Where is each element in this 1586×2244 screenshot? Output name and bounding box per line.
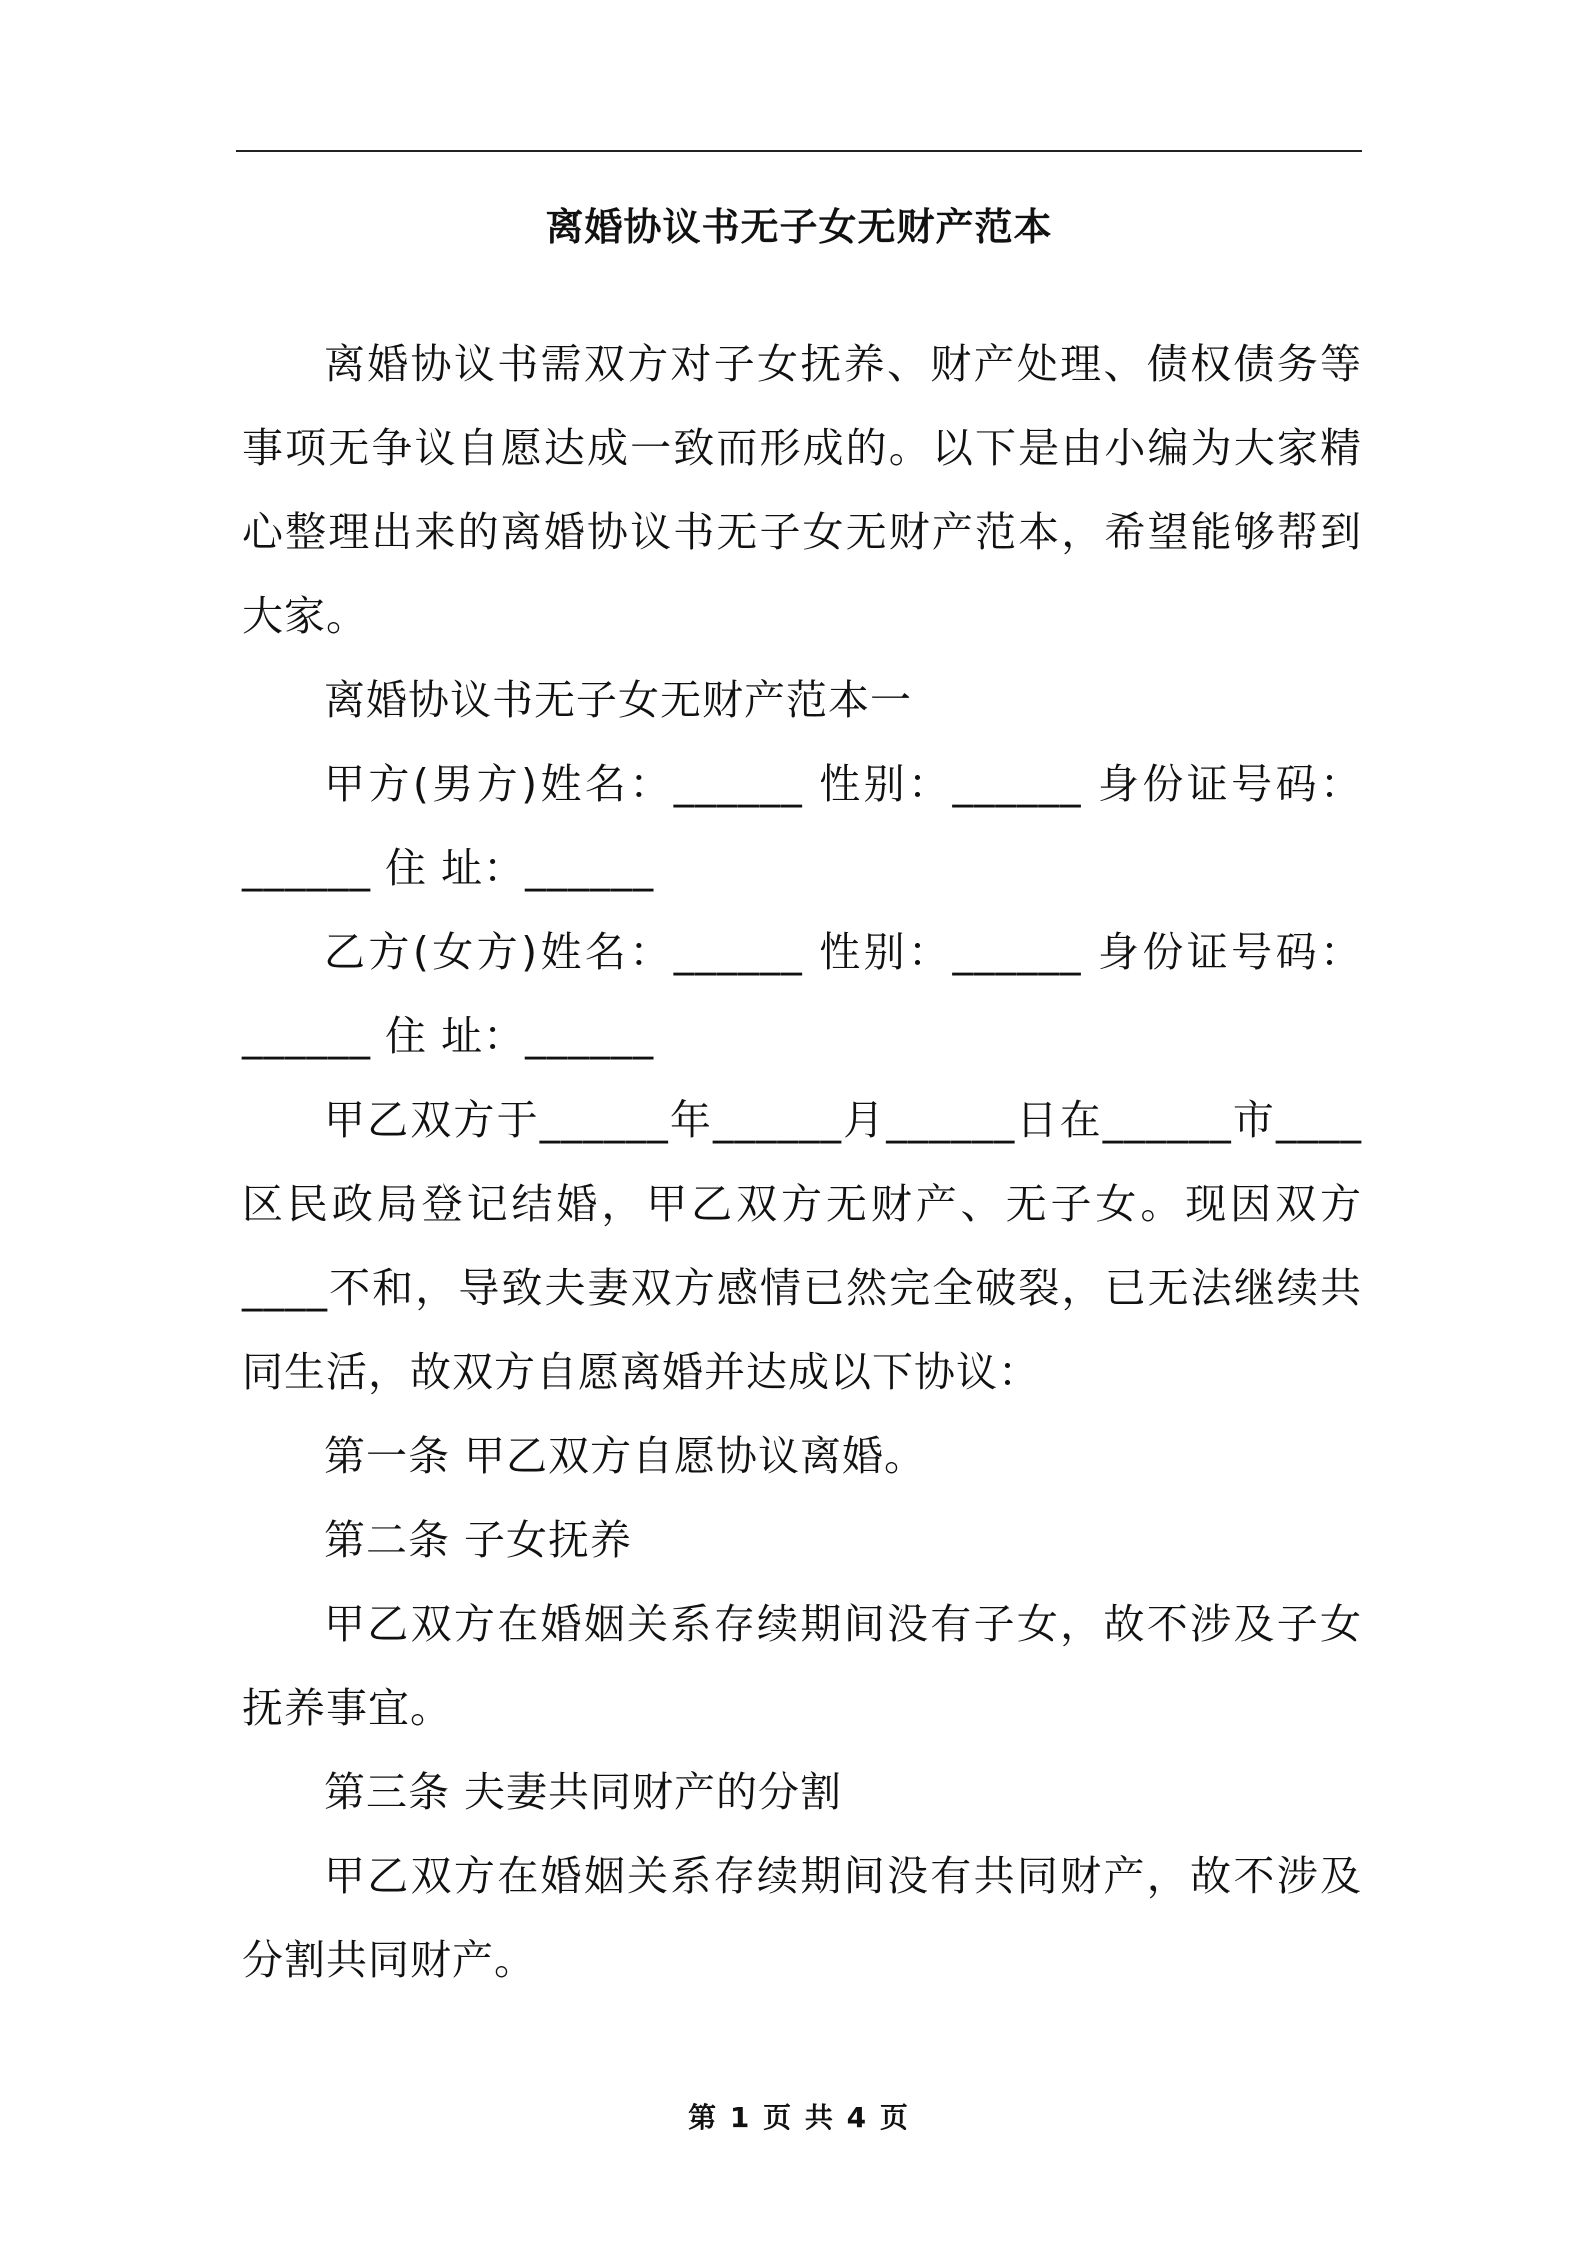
article-2-body: 甲乙双方在婚姻关系存续期间没有子女，故不涉及子女抚养事宜。 — [242, 1600, 1362, 1732]
document-body — [242, 322, 1362, 2002]
article-3-body: 甲乙双方在婚姻关系存续期间没有共同财产，故不涉及分割共同财产。 — [242, 1852, 1362, 1984]
section-heading: 离婚协议书无子女无财产范本一 — [324, 676, 912, 724]
party-b-info: 乙方(女方)姓名：______ 性别：______ 身份证号码：______ 住 址：______ — [242, 928, 1362, 1060]
article-2-title: 第二条 子女抚养 — [324, 1516, 633, 1564]
intro-paragraph: 离婚协议书需双方对子女抚养、财产处理、债权债务等事项无争议自愿达成一致而形成的。以下是由小编为大家精心整理出来的离婚协议书无子女无财产范本，希望能够帮到大家。 — [242, 340, 1362, 640]
page-number: 第 1 页 共 4 页 — [688, 2101, 910, 2134]
article-3-title: 第三条 夫妻共同财产的分割 — [324, 1768, 843, 1816]
header-rule — [236, 150, 1362, 152]
party-a-info: 甲方(男方)姓名：______ 性别：______ 身份证号码：______ 住 址：______ — [242, 760, 1362, 892]
article-1: 第一条 甲乙双方自愿协议离婚。 — [324, 1432, 927, 1480]
document-title: 离婚协议书无子女无财产范本 — [545, 205, 1053, 249]
marriage-statement: 甲乙双方于______年______月______日在______市____区民政局登记结婚，甲乙双方无财产、无子女。现因双方____不和，导致夫妻双方感情已然完全破裂，已无法继续共同生活，故双方自愿离婚并达成以下协议： — [242, 1096, 1362, 1396]
